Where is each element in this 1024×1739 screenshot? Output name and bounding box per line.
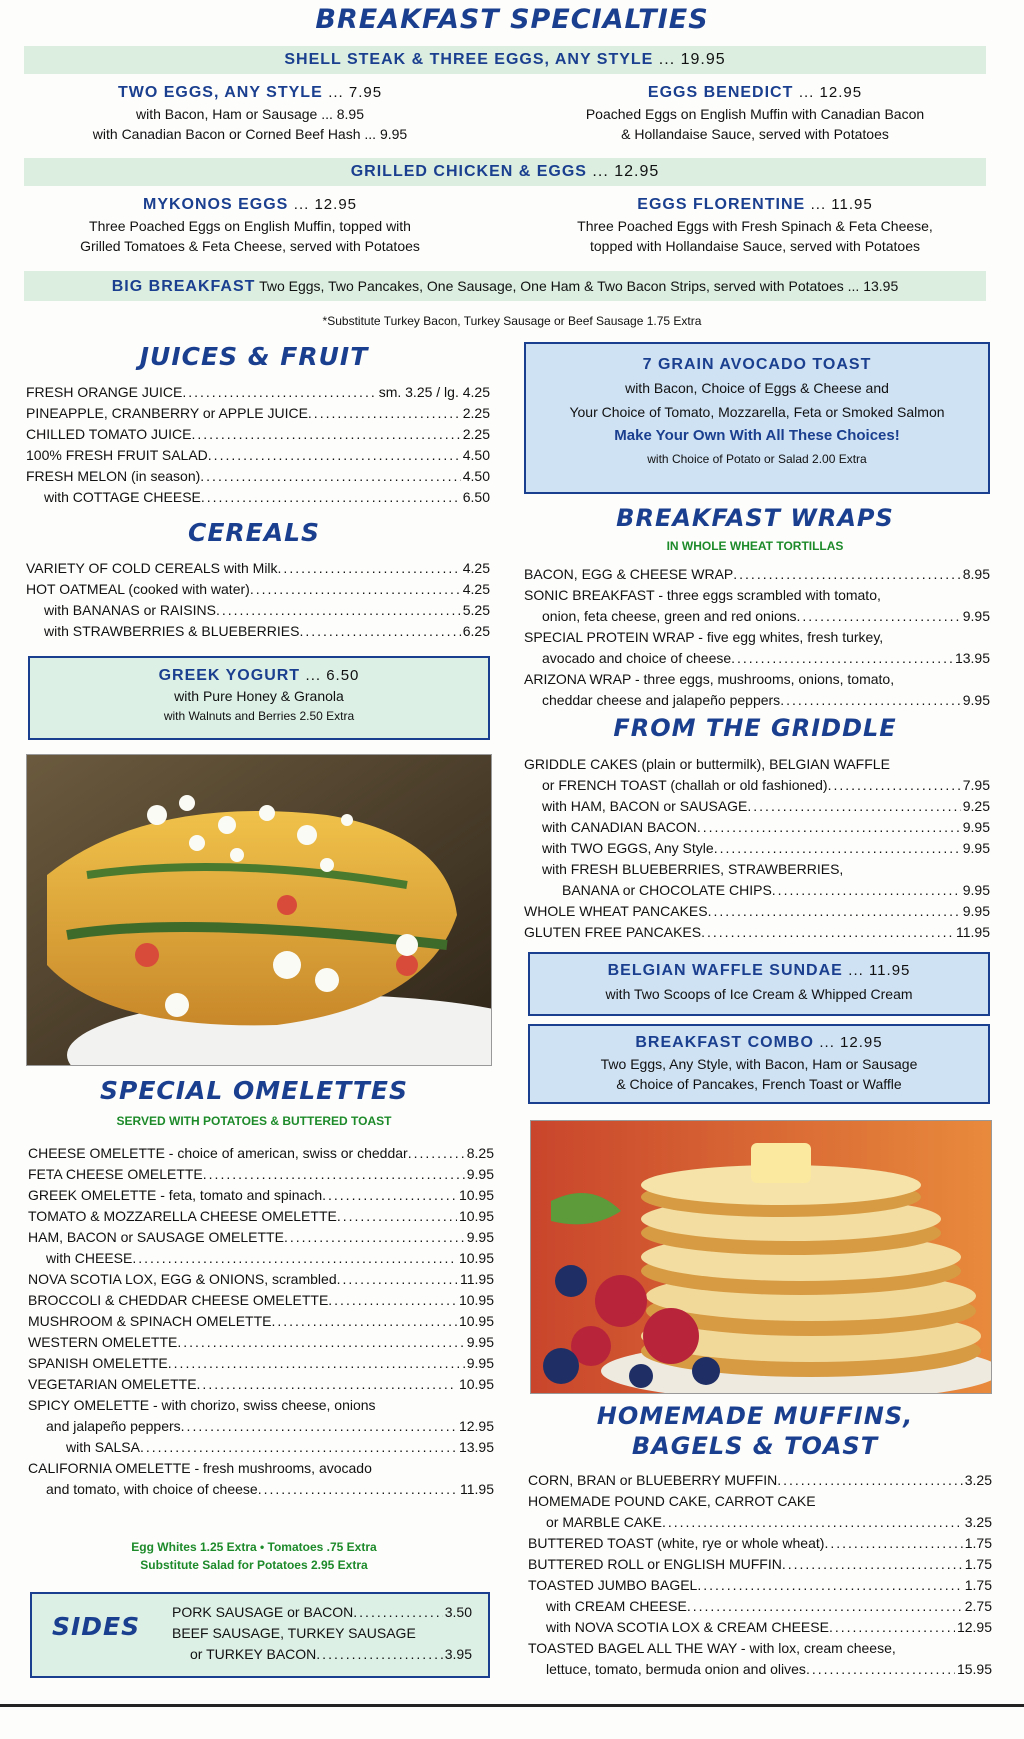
list-item: BUTTERED ROLL or ENGLISH MUFFIN ..... 1.75	[528, 1554, 992, 1575]
list-item: TOASTED BAGEL ALL THE WAY - with lox, cream cheese,	[528, 1640, 896, 1656]
list-item: with STRAWBERRIES & BLUEBERRIES ..... 6.25	[26, 621, 490, 642]
list-item: onion, feta cheese, green and red onions ..... 9.95	[524, 606, 990, 627]
two-eggs-name: TWO EGGS, ANY STYLE	[117, 84, 323, 101]
list-item: HAM, BACON or SAUSAGE OMELETTE ..... 9.95	[28, 1227, 494, 1248]
two-eggs-line2: with Canadian Bacon or Corned Beef Hash ... 9.95	[92, 126, 408, 142]
mykonos-name: MYKONOS EGGS	[142, 196, 289, 213]
list-item: FRESH ORANGE JUICE ..... sm. 3.25 / lg. 4.25	[26, 382, 490, 403]
florentine-line1: Three Poached Eggs with Fresh Spinach & Feta Cheese,	[577, 218, 933, 234]
mykonos-block	[60, 194, 440, 256]
florentine-price: ... 11.95	[810, 196, 873, 213]
list-item: SONIC BREAKFAST - three eggs scrambled with tomato,	[524, 587, 881, 603]
list-item: HOMEMADE POUND CAKE, CARROT CAKE	[528, 1493, 816, 1509]
griddle-title: FROM THE GRIDDLE	[613, 714, 897, 742]
avocado-toast-line1: with Bacon, Choice of Eggs & Cheese and	[625, 380, 889, 396]
wraps-title: BREAKFAST WRAPS	[616, 504, 894, 532]
list-item: GREEK OMELETTE - feta, tomato and spinach ..... 10.95	[28, 1185, 494, 1206]
shell-steak-name: SHELL STEAK & THREE EGGS, ANY STYLE	[284, 51, 654, 68]
substitute-note: *Substitute Turkey Bacon, Turkey Sausage or Beef Sausage 1.75 Extra	[322, 314, 702, 328]
list-item: WHOLE WHEAT PANCAKES ..... 9.95	[524, 901, 990, 922]
greek-yogurt-line2: with Walnuts and Berries 2.50 Extra	[163, 709, 355, 723]
list-item: HOT OATMEAL (cooked with water) ..... 4.25	[26, 579, 490, 600]
list-item: with CHEESE ..... 10.95	[28, 1248, 494, 1269]
list-item: or MARBLE CAKE ..... 3.25	[528, 1512, 992, 1533]
list-item: with HAM, BACON or SAUSAGE ..... 9.25	[524, 796, 990, 817]
list-item: with FRESH BLUEBERRIES, STRAWBERRIES,	[542, 861, 844, 877]
list-item: TOASTED JUMBO BAGEL ..... 1.75	[528, 1575, 992, 1596]
avocado-toast-line4: with Choice of Potato or Salad 2.00 Extra	[647, 452, 867, 466]
eggs-benedict-name: EGGS BENEDICT	[647, 84, 794, 101]
mykonos-line1: Three Poached Eggs on English Muffin, topped with	[89, 218, 411, 234]
list-item: CHILLED TOMATO JUICE ..... 2.25	[26, 424, 490, 445]
avocado-toast-line2: Your Choice of Tomato, Mozzarella, Feta or Smoked Salmon	[569, 404, 945, 420]
florentine-block	[540, 194, 970, 256]
greek-yogurt-price: ... 6.50	[305, 667, 360, 684]
wraps-list	[524, 564, 990, 711]
omelettes-list	[28, 1143, 494, 1500]
two-eggs-price: ... 7.95	[328, 84, 383, 101]
cereals-title: CEREALS	[187, 518, 321, 547]
waffle-sundae-box	[528, 952, 990, 1016]
list-item: ARIZONA WRAP - three eggs, mushrooms, onions, tomato,	[524, 671, 895, 687]
list-item: FRESH MELON (in season) ..... 4.50	[26, 466, 490, 487]
list-item: BACON, EGG & CHEESE WRAP ..... 8.95	[524, 564, 990, 585]
omelettes-note2: Substitute Salad for Potatoes 2.95 Extra	[140, 1558, 368, 1572]
greek-yogurt-name: GREEK YOGURT	[158, 667, 301, 684]
list-item: and tomato, with choice of cheese ..... 11.95	[28, 1479, 494, 1500]
combo-price: ... 12.95	[819, 1034, 883, 1051]
juices-list	[26, 382, 490, 508]
big-breakfast-name: BIG BREAKFAST	[111, 278, 256, 295]
avocado-toast-line3: Make Your Own With All These Choices!	[614, 427, 900, 444]
waffle-sundae-line1: with Two Scoops of Ice Cream & Whipped Cream	[605, 986, 913, 1002]
avocado-toast-box	[524, 342, 990, 494]
list-item: SPANISH OMELETTE ..... 9.95	[28, 1353, 494, 1374]
greek-yogurt-box	[28, 656, 490, 740]
sides-title: SIDES	[52, 1612, 141, 1641]
omelettes-title: SPECIAL OMELETTES	[99, 1076, 408, 1105]
list-item: CORN, BRAN or BLUEBERRY MUFFIN ..... 3.25	[528, 1470, 992, 1491]
juices-title: JUICES & FRUIT	[139, 342, 369, 371]
two-eggs-line1: with Bacon, Ham or Sausage ... 8.95	[135, 106, 364, 122]
list-item: NOVA SCOTIA LOX, EGG & ONIONS, scrambled ..... 11.95	[28, 1269, 494, 1290]
eggs-benedict-block	[540, 82, 970, 144]
list-item: CHEESE OMELETTE - choice of american, swiss or cheddar ..... 8.25	[28, 1143, 494, 1164]
big-breakfast-band	[24, 271, 986, 301]
list-item: or FRENCH TOAST (challah or old fashioned) ..... 7.95	[524, 775, 990, 796]
combo-name: BREAKFAST COMBO	[635, 1034, 814, 1051]
combo-line1: Two Eggs, Any Style, with Bacon, Ham or Sausage	[600, 1056, 918, 1072]
list-item: or TURKEY BACON ..... 3.95	[172, 1644, 472, 1665]
cereals-list	[26, 558, 490, 642]
muffins-title-line1: HOMEMADE MUFFINS,	[596, 1402, 914, 1430]
avocado-toast-name: 7 GRAIN AVOCADO TOAST	[642, 356, 872, 373]
muffins-title-line2: BAGELS & TOAST	[631, 1432, 879, 1460]
mykonos-price: ... 12.95	[293, 196, 358, 213]
list-item: FETA CHEESE OMELETTE ..... 9.95	[28, 1164, 494, 1185]
combo-box	[528, 1024, 990, 1104]
list-item: PORK SAUSAGE or BACON ..... 3.50	[172, 1602, 472, 1623]
grilled-chicken-band	[24, 158, 986, 186]
list-item: VEGETARIAN OMELETTE ..... 10.95	[28, 1374, 494, 1395]
grilled-chicken-name: GRILLED CHICKEN & EGGS	[350, 163, 587, 180]
list-item: 100% FRESH FRUIT SALAD ..... 4.50	[26, 445, 490, 466]
list-item: with BANANAS or RAISINS ..... 5.25	[26, 600, 490, 621]
pancake-image-icon	[531, 1121, 991, 1393]
list-item: avocado and choice of cheese ..... 13.95	[524, 648, 990, 669]
florentine-line2: topped with Hollandaise Sauce, served with Potatoes	[590, 238, 920, 254]
page-title: BREAKFAST SPECIALTIES	[315, 4, 709, 35]
big-breakfast-price: ... 13.95	[847, 278, 899, 294]
shell-steak-band	[24, 46, 986, 74]
two-eggs-block	[60, 82, 440, 144]
wraps-subtitle: IN WHOLE WHEAT TORTILLAS	[666, 539, 844, 553]
list-item: VARIETY OF COLD CEREALS with Milk ..... 4.25	[26, 558, 490, 579]
eggs-benedict-line2: & Hollandaise Sauce, served with Potatoes	[621, 126, 889, 142]
muffins-list	[528, 1470, 992, 1680]
list-item: CALIFORNIA OMELETTE - fresh mushrooms, avocado	[28, 1460, 372, 1476]
list-item: with CANADIAN BACON ..... 9.95	[524, 817, 990, 838]
omelette-image-icon	[27, 755, 491, 1065]
eggs-benedict-line1: Poached Eggs on English Muffin with Canadian Bacon	[585, 106, 925, 122]
greek-yogurt-line1: with Pure Honey & Granola	[174, 688, 344, 704]
mykonos-line2: Grilled Tomatoes & Feta Cheese, served with Potatoes	[80, 238, 420, 254]
list-item: GLUTEN FREE PANCAKES ..... 11.95	[524, 922, 990, 943]
list-item: cheddar cheese and jalapeño peppers ..... 9.95	[524, 690, 990, 711]
list-item: with NOVA SCOTIA LOX & CREAM CHEESE ..... 12.95	[528, 1617, 992, 1638]
omelettes-note1: Egg Whites 1.25 Extra • Tomatoes .75 Extra	[131, 1540, 377, 1554]
list-item: SPICY OMELETTE - with chorizo, swiss cheese, onions	[28, 1397, 376, 1413]
grilled-chicken-price: ... 12.95	[592, 163, 660, 180]
florentine-name: EGGS FLORENTINE	[637, 196, 806, 213]
list-item: WESTERN OMELETTE ..... 9.95	[28, 1332, 494, 1353]
omelettes-subtitle: SERVED WITH POTATOES & BUTTERED TOAST	[116, 1114, 392, 1128]
list-item: with TWO EGGS, Any Style ..... 9.95	[524, 838, 990, 859]
list-item: GRIDDLE CAKES (plain or buttermilk), BELGIAN WAFFLE	[524, 756, 890, 772]
sides-box	[30, 1592, 490, 1678]
sides-list	[172, 1602, 472, 1665]
bottom-divider	[0, 1704, 1024, 1707]
list-item: lettuce, tomato, bermuda onion and olives ..... 15.95	[528, 1659, 992, 1680]
list-item: PINEAPPLE, CRANBERRY or APPLE JUICE ..... 2.25	[26, 403, 490, 424]
list-item: with SALSA ..... 13.95	[28, 1437, 494, 1458]
list-item: with CREAM CHEESE ..... 2.75	[528, 1596, 992, 1617]
list-item: MUSHROOM & SPINACH OMELETTE ..... 10.95	[28, 1311, 494, 1332]
waffle-sundae-name: BELGIAN WAFFLE SUNDAE	[607, 962, 843, 979]
list-item: BUTTERED TOAST (white, rye or whole wheat) ..... 1.75	[528, 1533, 992, 1554]
pancake-photo	[530, 1120, 992, 1394]
griddle-list	[524, 754, 990, 943]
eggs-benedict-price: ... 12.95	[798, 84, 863, 101]
combo-line2: & Choice of Pancakes, French Toast or Waffle	[616, 1076, 902, 1092]
list-item: BROCCOLI & CHEDDAR CHEESE OMELETTE ..... 10.95	[28, 1290, 494, 1311]
list-item: TOMATO & MOZZARELLA CHEESE OMELETTE ..... 10.95	[28, 1206, 494, 1227]
waffle-sundae-price: ... 11.95	[848, 962, 911, 979]
list-item: SPECIAL PROTEIN WRAP - five egg whites, fresh turkey,	[524, 629, 884, 645]
shell-steak-price: ... 19.95	[658, 51, 726, 68]
big-breakfast-desc: Two Eggs, Two Pancakes, One Sausage, One Ham & Two Bacon Strips, served with Potatoes	[259, 278, 844, 294]
list-item: BANANA or CHOCOLATE CHIPS ..... 9.95	[524, 880, 990, 901]
list-item: with COTTAGE CHEESE ..... 6.50	[26, 487, 490, 508]
list-item: BEEF SAUSAGE, TURKEY SAUSAGE	[172, 1625, 416, 1641]
omelette-photo	[26, 754, 492, 1066]
list-item: and jalapeño peppers ..... 12.95	[28, 1416, 494, 1437]
